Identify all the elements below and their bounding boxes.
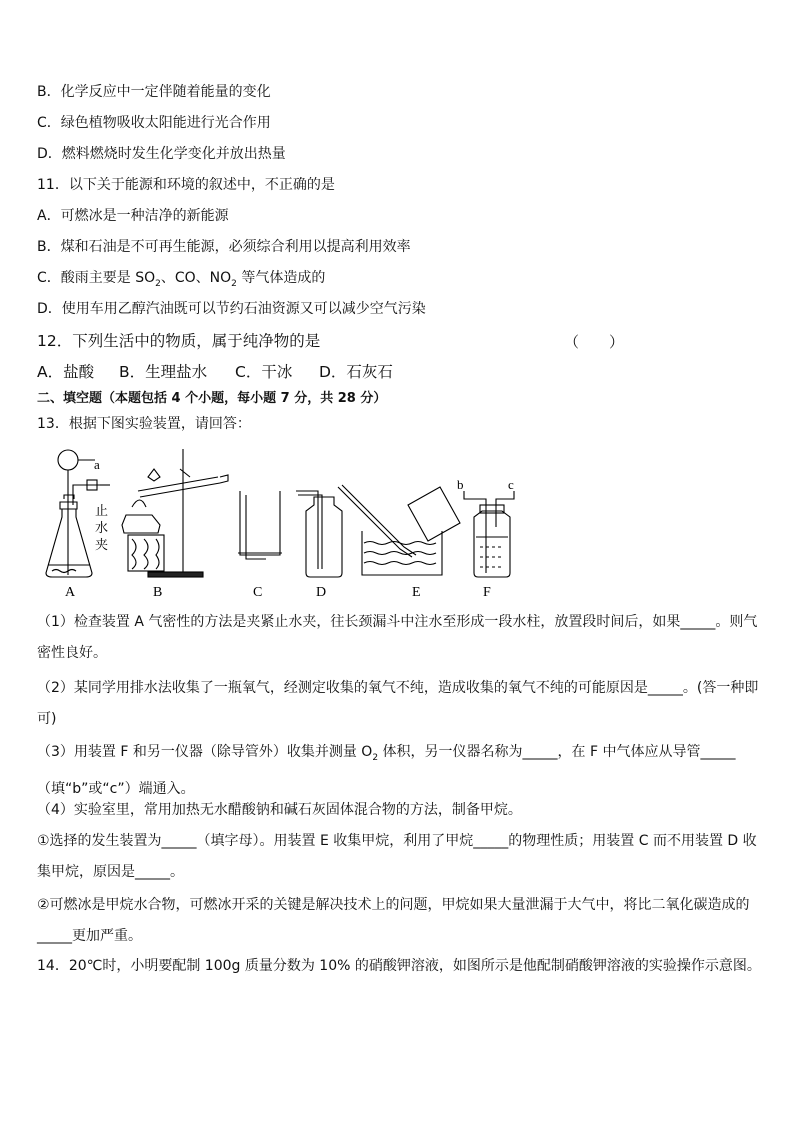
q11c-pre: C．酸雨主要是 SO (37, 270, 156, 286)
q13-part-4-1: ①选择的发生装置为_____（填字母）。用装置 E 收集甲烷，利用了甲烷_____的物理性质；用装置 C 而不用装置 D 收集甲烷，原因是_____。 (37, 833, 757, 880)
q13-3-pre: （3）用装置 F 和另一仪器（除导管外）收集并测量 O (37, 744, 373, 760)
question-13: 13．根据下图实验装置，请回答： (37, 416, 251, 432)
q13-part-3 (37, 737, 759, 805)
label-apparatus-c: C (253, 585, 263, 600)
label-a: a (94, 457, 100, 472)
option-d-line: D．燃料燃烧时发生化学变化并放出热量 (37, 146, 286, 162)
q11c-mid: 、CO、NO (160, 270, 232, 286)
answer-parentheses: （ ） (564, 333, 625, 351)
q11-option-c (37, 268, 325, 294)
apparatus-figure (40, 447, 540, 607)
q13-3-post: 体积，另一仪器名称为_____，在 F 中气体应从导管_____（填“b”或“c”）端通入。 (37, 744, 736, 797)
q11-option-d: D．使用车用乙醇汽油既可以节约石油资源又可以减少空气污染 (37, 301, 426, 317)
q13-part-4-2: ②可燃冰是甲烷水合物，可燃冰开采的关键是解决技术上的问题，甲烷如果大量泄漏于大气中，将比二氧化碳造成的_____更加严重。 (37, 897, 750, 944)
option-c-line: C．绿色植物吸收太阳能进行光合作用 (37, 115, 271, 131)
q13-part-1: （1）检查装置 A 气密性的方法是夹紧止水夹，往长颈漏斗中注水至形成一段水柱，放置段时间后，如果_____。则气密性良好。 (37, 614, 758, 661)
label-b: b (457, 477, 464, 492)
q12-option-d: D．石灰石 (319, 363, 393, 381)
label-apparatus-d: D (316, 585, 327, 600)
clamp-char-3: 夹 (95, 537, 109, 552)
question-12: 12．下列生活中的物质，属于纯净物的是 (37, 332, 321, 350)
label-apparatus-b: B (153, 585, 163, 600)
q13-3-sub: 2 (372, 752, 379, 763)
label-c: c (508, 477, 514, 492)
label-apparatus-e: E (412, 585, 421, 600)
q12-option-c: C．干冰 (235, 363, 293, 381)
q11-option-a: A．可燃冰是一种洁净的新能源 (37, 208, 229, 224)
question-11: 11．以下关于能源和环境的叙述中，不正确的是 (37, 177, 335, 193)
label-apparatus-a: A (65, 585, 76, 600)
section-heading: 二、填空题（本题包括 4 个小题，每小题 7 分，共 28 分） (37, 391, 387, 406)
q13-part-2: （2）某同学用排水法收集了一瓶氧气，经测定收集的氧气不纯，造成收集的氧气不纯的可能原因是_____。(答一种即可) (37, 680, 759, 727)
label-apparatus-f: F (483, 585, 491, 600)
q13-part-4: （4）实验室里，常用加热无水醋酸钠和碱石灰固体混合物的方法，制备甲烷。 (37, 802, 522, 818)
q11c-sub2: 2 (231, 278, 237, 289)
q11-option-b: B．煤和石油是不可再生能源，必须综合利用以提高利用效率 (37, 239, 411, 255)
q11c-post: 等气体造成的 (236, 270, 326, 286)
question-14: 14．20℃时，小明要配制 100g 质量分数为 10% 的硝酸钾溶液，如图所示是他配制硝酸钾溶液的实验操作示意图。 (37, 958, 761, 974)
q12-options (37, 362, 393, 382)
q12-option-a: A．盐酸 (37, 363, 95, 381)
option-b-line: B．化学反应中一定伴随着能量的变化 (37, 84, 271, 100)
clamp-char-2: 水 (95, 520, 109, 535)
clamp-char-1: 止 (95, 503, 109, 518)
q11c-sub1: 2 (155, 278, 161, 289)
q12-option-b: B．生理盐水 (119, 363, 208, 381)
